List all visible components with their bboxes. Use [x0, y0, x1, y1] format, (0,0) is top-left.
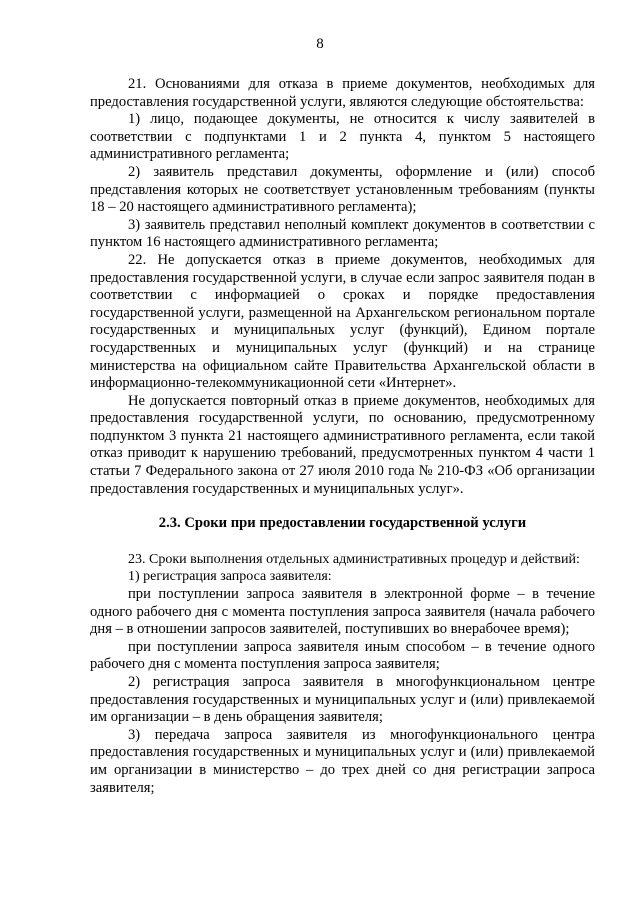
- paragraph-21: 21. Основаниями для отказа в приеме документов, необходимых для предоставления государственной услуги, являются следующие обстоятельства:: [90, 76, 595, 110]
- page-number: 8: [316, 36, 324, 52]
- paragraph-22-repeat-refusal: Не допускается повторный отказ в приеме документов, необходимых для предоставления государственной услуги, по основанию, предусмотренному подпунктом 3 пункта 21 настоящего административного регламента, если такой отказ приводит к нарушению требований, предусмотренных пунктом 4 части 1 статьи 7 Федерального закона от 27 июля 2010 года № 210-ФЗ «Об организации предоставления государственных и муниципальных услуг».: [90, 392, 595, 497]
- list-item-23-3: 3) передача запроса заявителя из многофункционального центра предоставления государственных и муниципальных услуг и (или) привлекаемой им организации в министерство – до трех дней со дня регистрации запроса заявителя;: [90, 726, 595, 796]
- list-item-23-2: 2) регистрация запроса заявителя в многофункциональном центре предоставления государственных и муниципальных услуг и (или) привлекаемой им организации – в день обращения заявителя;: [90, 674, 595, 726]
- spacer: [90, 533, 595, 551]
- section-heading: 2.3. Сроки при предоставлении государственной услуги: [158, 515, 527, 532]
- list-item-21-2: 2) заявитель представил документы, оформление и (или) способ представления которых не соответствует установленным требованиям (пункты 18 – 20 настоящего административного регламента);: [90, 163, 595, 216]
- list-item-23-1: 1) регистрация запроса заявителя:: [128, 569, 332, 585]
- paragraph-23: 23. Сроки выполнения отдельных административных процедур и действий:: [128, 551, 580, 567]
- list-item-21-1: 1) лицо, подающее документы, не относится к числу заявителей в соответствии с подпунктами 1 и 2 пункта 4, пунктом 5 настоящего административного регламента;: [90, 111, 595, 163]
- paragraph-22: 22. Не допускается отказ в приеме документов, необходимых для предоставления государственной услуги, в случае если запрос заявителя подан в соответствии с информацией о сроках и порядке предоставления государственной услуги, размещенной на Архангельском региональном портале государственных и муниципальных услуг (функций), Едином портале государственных и муниципальных услуг (функций) и на странице министерства на официальном сайте Правительства Архангельской области в информационно-телекоммуникационной сети «Интернет».: [90, 251, 595, 392]
- list-item-21-3: 3) заявитель представил неполный комплект документов в соответствии с пунктом 16 настоящего административного регламента;: [90, 216, 595, 251]
- list-item-23-1-electronic: при поступлении запроса заявителя в электронной форме – в течение одного рабочего дня с момента поступления запроса заявителя (начала рабочего дня – в отношении запросов заявителей, поступивших во внерабочее время);: [90, 586, 595, 638]
- spacer: [90, 498, 595, 515]
- list-item-23-1-other: при поступлении запроса заявителя иным способом – в течение одного рабочего дня с момента поступления запроса заявителя;: [90, 638, 595, 673]
- document-body: [90, 76, 595, 797]
